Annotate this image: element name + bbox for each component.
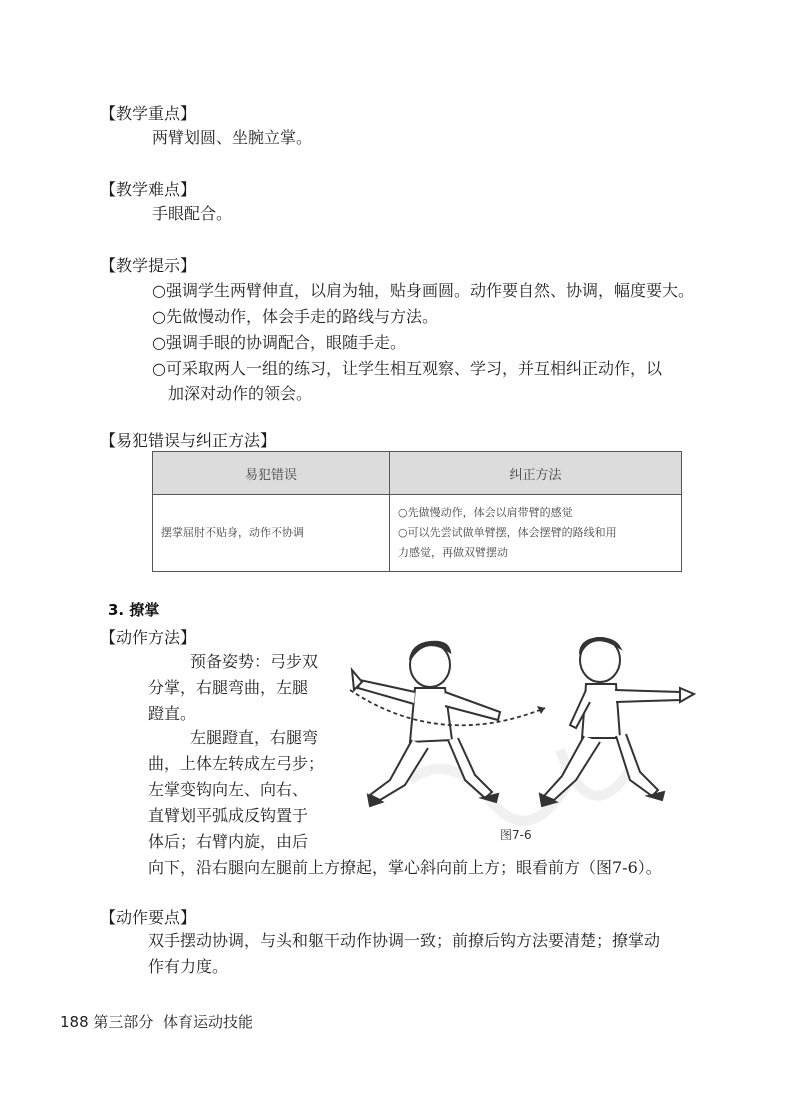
column-header-fix: 纠正方法	[390, 452, 682, 495]
fix-line: 力感觉，再做双臂摆动	[398, 546, 508, 559]
teaching-difficulty-text: 手眼配合。	[152, 204, 233, 223]
method-line: 左掌变钩向左、向右、	[148, 780, 309, 799]
errors-heading: 【易犯错误与纠正方法】	[100, 431, 277, 450]
method-line: 预备姿势：弓步双	[190, 652, 319, 671]
column-header-error: 易犯错误	[153, 452, 390, 495]
table-row	[153, 495, 682, 572]
tip-item: ○强调学生两臂伸直，以肩为轴，贴身画圆。动作要自然、协调，幅度要大。	[152, 281, 694, 300]
page-footer	[60, 1011, 253, 1032]
footer-chapter: 体育运动技能	[162, 1013, 253, 1031]
key-points-line: 双手摆动协调，与头和躯干动作协调一致；前撩后钩方法要清楚；撩掌动	[148, 931, 661, 950]
figure-caption: 图7-6	[500, 828, 532, 842]
method-line: 蹬直。	[148, 704, 197, 723]
teaching-difficulty-heading: 【教学难点】	[100, 180, 197, 199]
method-line: 曲，上体左转成左弓步；	[148, 754, 325, 773]
teaching-focus-text: 两臂划圆、坐腕立掌。	[152, 128, 313, 147]
tip-item: ○可采取两人一组的练习，让学生相互观察、学习，并互相纠正动作，以	[152, 359, 662, 378]
key-points-line: 作有力度。	[148, 957, 229, 976]
errors-table	[152, 451, 682, 572]
method-heading: 【动作方法】	[100, 628, 197, 647]
method-line: 向下，沿右腿向左腿前上方撩起，掌心斜向前上方；眼看前方（图7-6）。	[148, 858, 662, 877]
martial-arts-illustration	[330, 630, 710, 850]
teaching-focus-heading: 【教学重点】	[100, 104, 197, 123]
tip-item-continued: 加深对动作的领会。	[168, 384, 313, 403]
page-number: 188	[60, 1013, 89, 1031]
tip-item: ○先做慢动作，体会手走的路线与方法。	[152, 307, 438, 326]
footer-part: 第三部分	[93, 1013, 154, 1031]
method-line: 左腿蹬直，右腿弯	[190, 728, 319, 747]
section-title: 3. 撩掌	[108, 601, 160, 619]
fix-cell	[390, 495, 682, 572]
fix-line: ○可以先尝试做单臂摆，体会摆臂的路线和用	[398, 526, 617, 539]
key-points-heading: 【动作要点】	[100, 908, 197, 927]
method-line: 分掌，右腿弯曲，左腿	[148, 678, 309, 697]
fix-line: ○先做慢动作，体会以肩带臂的感觉	[398, 506, 573, 519]
figure-7-6	[330, 630, 710, 850]
tip-item: ○强调手眼的协调配合，眼随手走。	[152, 333, 406, 352]
teaching-tips-heading: 【教学提示】	[100, 256, 197, 275]
method-line: 直臂划平弧成反钩置于	[148, 806, 309, 825]
error-cell: 摆掌屈肘不贴身，动作不协调	[153, 495, 390, 572]
method-line: 体后；右臂内旋，由后	[148, 832, 309, 851]
